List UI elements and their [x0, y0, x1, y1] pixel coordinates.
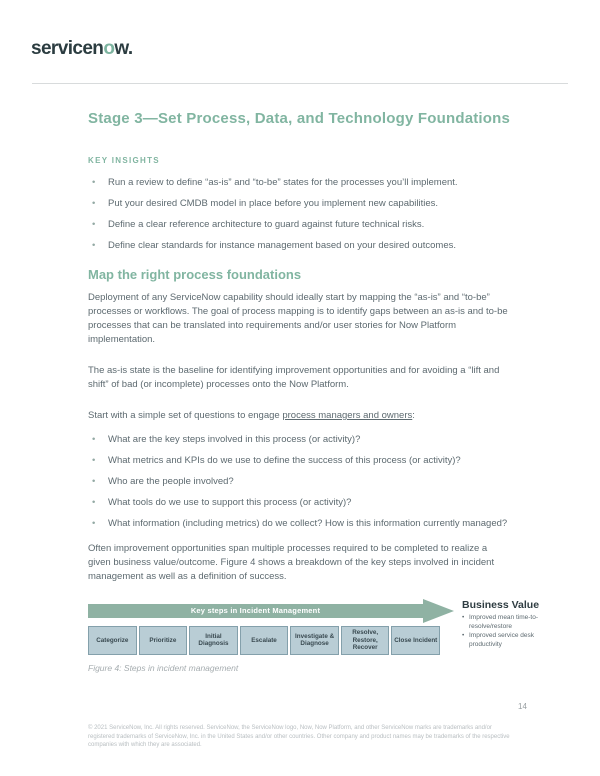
arrow-label: Key steps in Incident Management	[190, 606, 321, 615]
step-box: Initial Diagnosis	[189, 626, 238, 655]
legal-footnote: © 2021 ServiceNow, Inc. All rights reserved. ServiceNow, the ServiceNow logo, Now, Now Platform, and other ServiceNow marks are trademarks and/or registered trademarks of ServiceNow, Inc. in the United States and/or other countries. Other company and product names may be trademarks of the respective companies with which they are associated.	[88, 725, 510, 748]
process-steps-row	[88, 626, 440, 655]
intro-text: Start with a simple set of questions to engage	[88, 410, 283, 421]
arrow-banner	[88, 604, 423, 618]
step-box: Investigate & Diagnose	[290, 626, 339, 655]
servicenow-logo	[31, 38, 133, 60]
business-value-heading: Business Value	[462, 599, 540, 611]
list-item: • Define clear standards for instance management based on your desired outcomes.	[88, 239, 512, 252]
list-item: • Define a clear reference architecture to guard against future technical risks.	[88, 218, 512, 231]
paragraph: Deployment of any ServiceNow capability should ideally start by mapping the “as-is” and “to-be” processes or workflows. The goal of process mapping is to identify gaps between an as-is and to-be processes that can be translated into requirements and/or user stories for Now Platform implementation.	[88, 292, 508, 345]
paragraph: Often improvement opportunities span multiple processes required to be completed to realize a given business value/outcome. Figure 4 shows a breakdown of the key steps involved in incident management as well as a definition of success.	[88, 543, 495, 582]
figure-steps-column	[88, 598, 440, 655]
logo-text-end: w.	[114, 38, 133, 59]
logo-text-start: servicen	[31, 38, 104, 59]
step-box: Escalate	[240, 626, 289, 655]
key-insights-list	[88, 176, 512, 252]
page-title: Stage 3—Set Process, Data, and Technology Foundations	[88, 110, 511, 127]
list-item: • Run a review to define “as-is” and “to-be” states for the processes you’ll implement.	[88, 176, 512, 189]
business-value-panel	[462, 599, 566, 650]
questions-list	[88, 433, 512, 530]
underlined-phrase: process managers and owners	[282, 410, 413, 421]
list-item: • Improved service desk productivity	[462, 632, 566, 649]
figure-4	[88, 598, 540, 655]
list-item: • What tools do we use to support this process (or activity)?	[88, 496, 512, 509]
process-arrow	[88, 598, 454, 623]
step-box: Categorize	[88, 626, 137, 655]
step-box: Prioritize	[139, 626, 188, 655]
key-insights-label: KEY INSIGHTS	[88, 156, 160, 165]
list-item: • What are the key steps involved in this process (or activity)?	[88, 433, 512, 446]
page-number: 14	[518, 702, 527, 711]
questions-intro	[88, 409, 512, 423]
business-value-list	[462, 614, 566, 649]
figure-caption: Figure 4: Steps in incident management	[88, 662, 239, 673]
arrow-head-icon	[423, 599, 454, 623]
step-box: Close Incident	[391, 626, 440, 655]
page-content	[88, 102, 540, 673]
step-box: Resolve, Restore, Recover	[341, 626, 390, 655]
intro-colon: :	[412, 410, 415, 421]
header-divider	[32, 83, 568, 84]
list-item: • Put your desired CMDB model in place before you implement new capabilities.	[88, 197, 512, 210]
paragraph: The as-is state is the baseline for identifying improvement opportunities and for avoiding a “lift and shift” of bad (or incomplete) processes onto the Now Platform.	[88, 365, 500, 390]
list-item: • Who are the people involved?	[88, 475, 512, 488]
section-heading: Map the right process foundations	[88, 267, 302, 282]
list-item: • Improved mean time-to-resolve/restore	[462, 614, 566, 631]
list-item: • What metrics and KPIs do we use to define the success of this process (or activity)?	[88, 454, 512, 467]
list-item: • What information (including metrics) do we collect? How is this information currently managed?	[88, 517, 512, 530]
logo-o-icon: o	[103, 38, 115, 59]
